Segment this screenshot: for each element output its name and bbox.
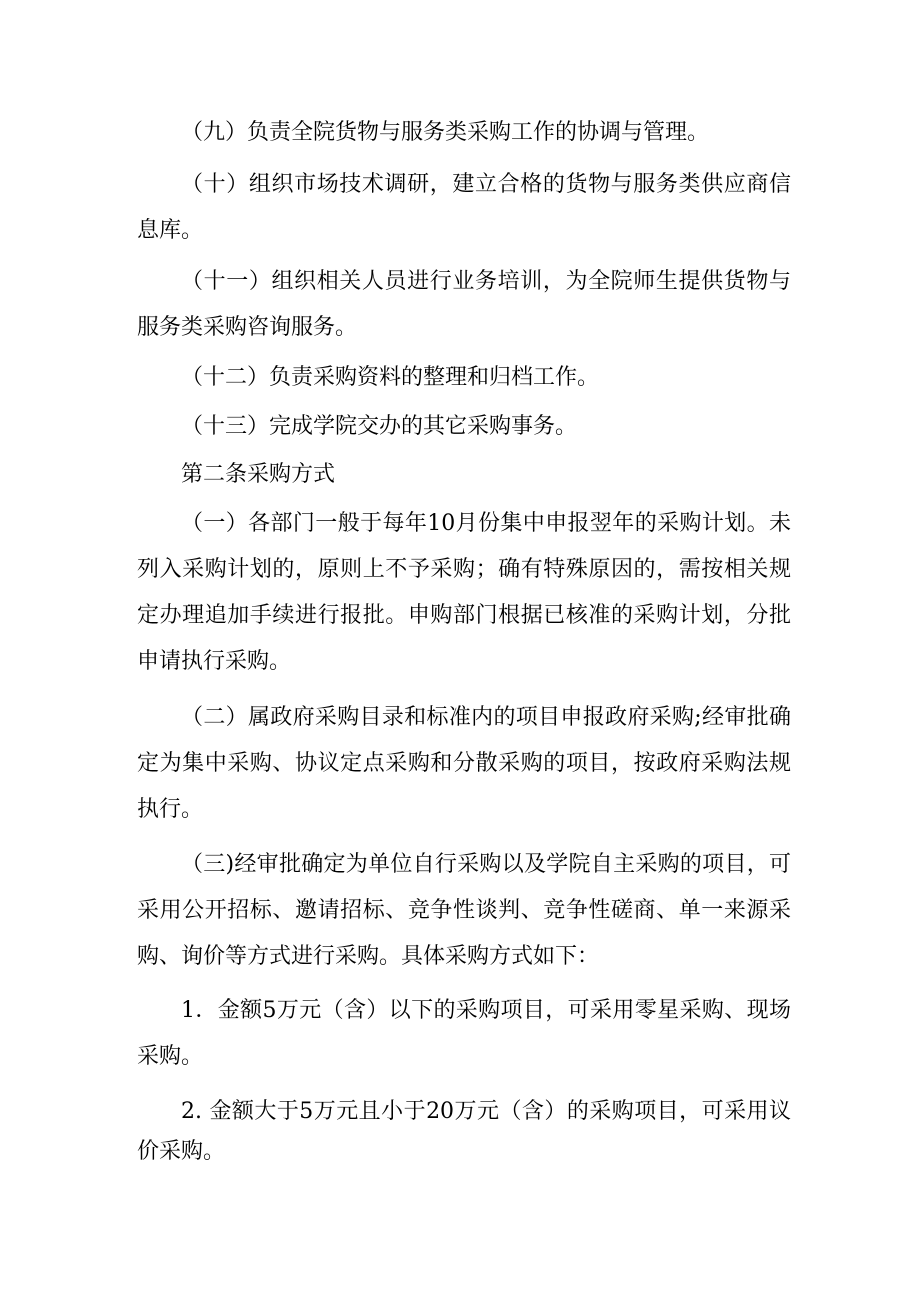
paragraph-clause-3: （三)经审批确定为单位自行采购以及学院自主采购的项目，可采用公开招标、邀请招标、竞争性谈判、竞争性磋商、单一来源采购、询价等方式进行采购。具体采购方式如下：	[137, 852, 791, 969]
paragraph-item-11: （十一）组织相关人员进行业务培训，为全院师生提供货物与服务类采购咨询服务。	[137, 269, 791, 340]
paragraph-item-10: （十）组织市场技术调研，建立合格的货物与服务类供应商信息库。	[137, 172, 791, 243]
paragraph-item-12: （十二）负责采购资料的整理和归档工作。	[181, 365, 600, 390]
paragraph-clause-1: （一）各部门一般于每年10月份集中申报翌年的采购计划。未列入采购计划的，原则上不予采购；确有特殊原因的，需按相关规定办理追加手续进行报批。申购部门根据已核准的采购计划，分批申请执行采购。	[137, 511, 791, 674]
paragraph-method-2: 2. 金额大于5万元且小于20万元（含）的采购项目，可采用议价采购。	[137, 1099, 791, 1164]
paragraph-item-13: （十三）完成学院交办的其它采购事务。	[181, 414, 578, 439]
paragraph-method-1: 1．金额5万元（含）以下的采购项目，可采用零星采购、现场采购。	[137, 998, 791, 1069]
section-heading-article-2: 第二条采购方式	[181, 462, 336, 487]
paragraph-item-9: （九）负责全院货物与服务类采购工作的协调与管理。	[181, 120, 710, 145]
paragraph-clause-2: （二）属政府采购目录和标准内的项目申报政府采购;经审批确定为集中采购、协议定点采购和分散采购的项目，按政府采购法规执行。	[137, 705, 791, 822]
